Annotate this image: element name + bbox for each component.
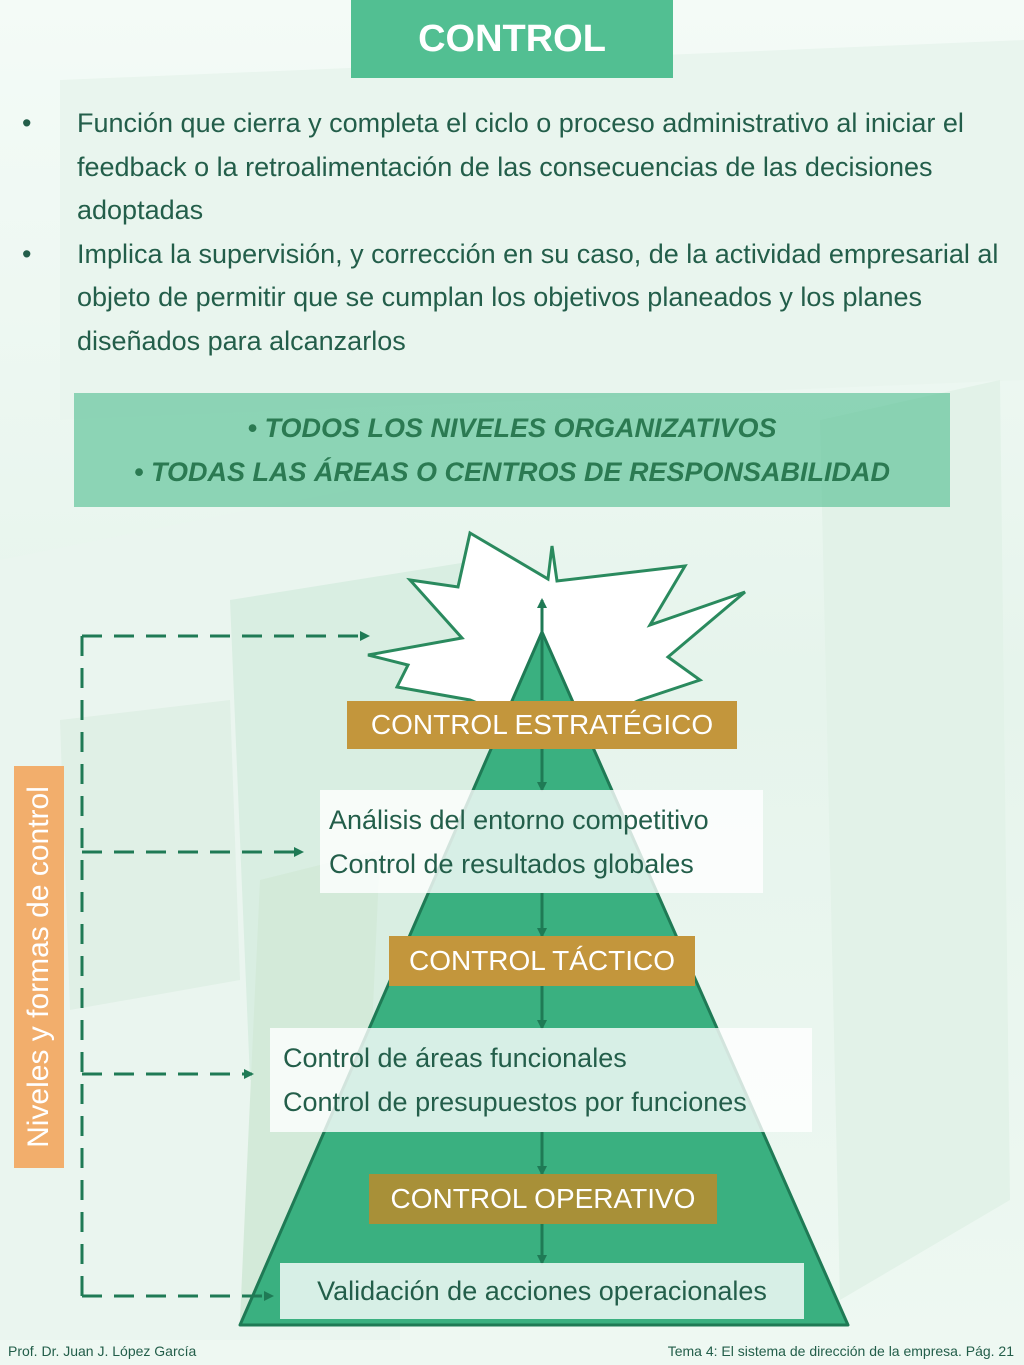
- operational-items-box: [280, 1263, 804, 1319]
- bullet-text: Implica la supervisión, y corrección en su caso, de la actividad empresarial al objeto de permitir que se cumplan los objetivos planeados y los planes diseñados para alcanzarlos: [77, 238, 999, 356]
- footer-topic-page: Tema 4: El sistema de dirección de la empresa. Pág. 21: [667, 1343, 1014, 1359]
- tactical-items-box: [270, 1028, 812, 1132]
- strategic-item: Control de resultados globales: [329, 849, 694, 879]
- bullet-dot-icon: •: [22, 238, 32, 269]
- levels-vertical-label: [14, 766, 64, 1168]
- footer-author: Prof. Dr. Juan J. López García: [8, 1343, 197, 1359]
- operational-control-label: CONTROL OPERATIVO: [369, 1174, 717, 1224]
- scope-line-levels: • TODOS LOS NIVELES ORGANIZATIVOS: [247, 413, 777, 443]
- levels-vertical-text: Niveles y formas de control: [22, 786, 55, 1148]
- tactical-item: Control de áreas funcionales: [283, 1043, 627, 1073]
- scope-line-areas: • TODAS LAS ÁREAS O CENTROS DE RESPONSABILIDAD: [133, 457, 891, 487]
- strategic-item: Análisis del entorno competitivo: [329, 805, 709, 835]
- bullet-dot-icon: •: [22, 108, 32, 138]
- strategic-items-box: [320, 790, 763, 893]
- slide-title: CONTROL: [351, 0, 673, 78]
- tactical-control-label: CONTROL TÁCTICO: [389, 936, 695, 986]
- tactical-item: Control de presupuestos por funciones: [283, 1087, 747, 1117]
- strategic-control-label: CONTROL ESTRATÉGICO: [347, 701, 737, 749]
- bullet-text: Función que cierra y completa el ciclo o proceso administrativo al iniciar el feedback o la retroalimentación de las consecuencias de las decisiones adoptadas: [77, 108, 964, 225]
- operational-item: Validación de acciones operacionales: [317, 1276, 767, 1306]
